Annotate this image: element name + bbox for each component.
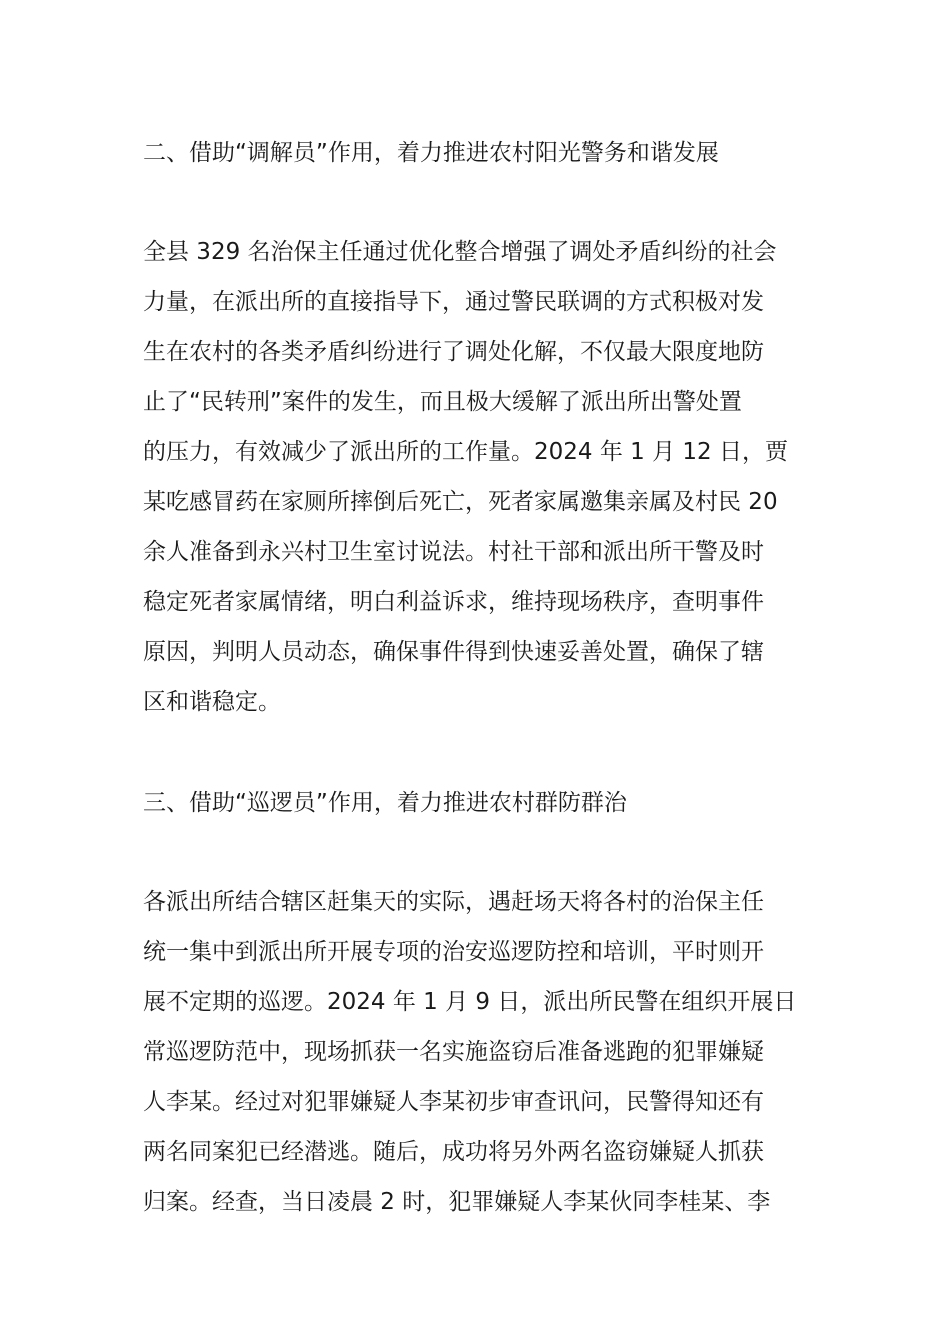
paragraph-line: 生在农村的各类矛盾纠纷进行了调处化解，不仅最大限度地防: [143, 339, 764, 365]
paragraph-line: 某吃感冒药在家厕所摔倒后死亡，死者家属邀集亲属及村民 20: [143, 489, 778, 515]
paragraph-line: 的压力，有效减少了派出所的工作量。2024 年 1 月 12 日，贾: [143, 439, 788, 465]
paragraph-line: 两名同案犯已经潜逃。随后，成功将另外两名盗窃嫌疑人抓获: [143, 1139, 764, 1165]
document-page: [143, 128, 813, 1227]
section-paragraph-3: [143, 877, 813, 1227]
spacer: [143, 727, 813, 778]
paragraph-line: 人李某。经过对犯罪嫌疑人李某初步审查讯问，民警得知还有: [143, 1089, 764, 1115]
paragraph-line: 力量，在派出所的直接指导下，通过警民联调的方式积极对发: [143, 289, 764, 315]
paragraph-line: 止了“民转刑”案件的发生，而且极大缓解了派出所出警处置: [143, 389, 742, 415]
paragraph-line: 统一集中到派出所开展专项的治安巡逻防控和培训，平时则开: [143, 939, 764, 965]
section-heading-3: 三、借助“巡逻员”作用，着力推进农村群防群治: [143, 790, 627, 816]
paragraph-line: 常巡逻防范中，现场抓获一名实施盗窃后准备逃跑的犯罪嫌疑: [143, 1039, 764, 1065]
paragraph-line: 区和谐稳定。: [143, 689, 281, 715]
paragraph-line: 稳定死者家属情绪，明白利益诉求，维持现场秩序，查明事件: [143, 589, 764, 615]
paragraph-line: 展不定期的巡逻。2024 年 1 月 9 日，派出所民警在组织开展日: [143, 989, 797, 1015]
paragraph-line: 原因，判明人员动态，确保事件得到快速妥善处置，确保了辖: [143, 639, 764, 665]
spacer: [143, 828, 813, 877]
section-heading-2: 二、借助“调解员”作用，着力推进农村阳光警务和谐发展: [143, 140, 719, 166]
paragraph-line: 各派出所结合辖区赶集天的实际，遇赶场天将各村的治保主任: [143, 889, 764, 915]
section-paragraph-2: [143, 227, 813, 727]
paragraph-line: 全县 329 名治保主任通过优化整合增强了调处矛盾纠纷的社会: [143, 239, 777, 265]
paragraph-line: 归案。经查，当日凌晨 2 时，犯罪嫌疑人李某伙同李桂某、李: [143, 1189, 771, 1215]
spacer: [143, 178, 813, 227]
paragraph-line: 余人准备到永兴村卫生室讨说法。村社干部和派出所干警及时: [143, 539, 764, 565]
